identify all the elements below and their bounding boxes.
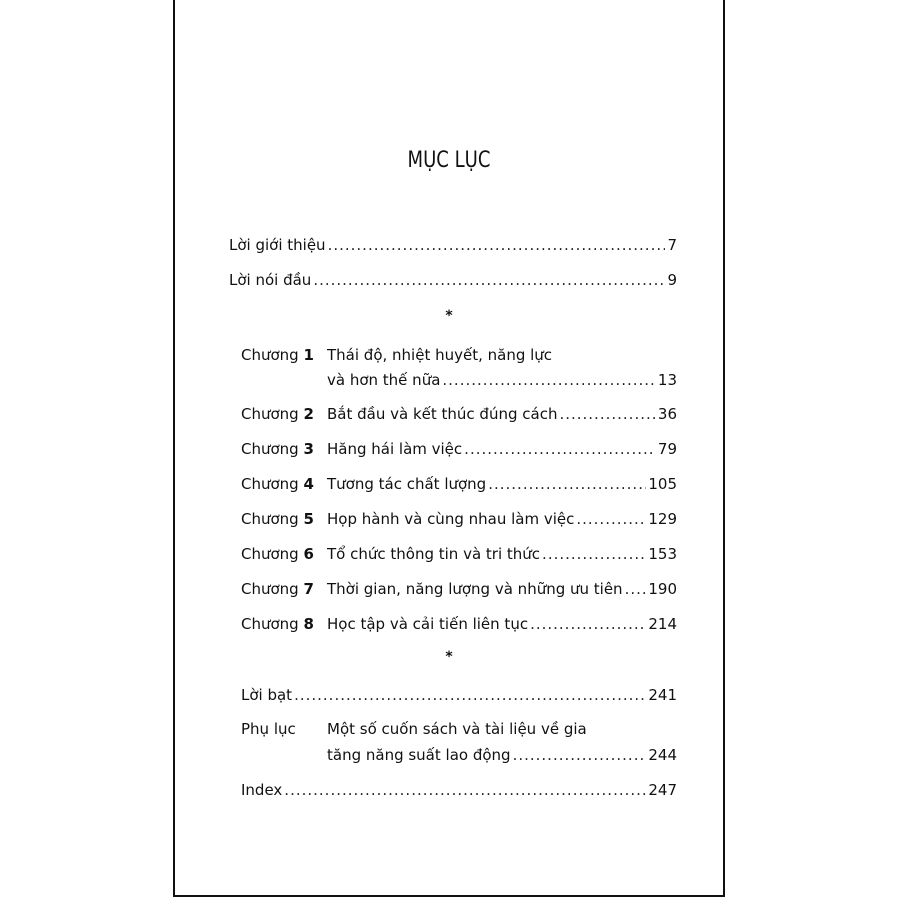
toc-entry-preface (229, 271, 677, 289)
chapter-title: Bắt đầu và kết thúc đúng cách (327, 405, 558, 423)
toc-entry-chapter-4 (327, 475, 677, 493)
toc-entry-index (241, 781, 677, 799)
chapter-word: Chương (241, 615, 299, 633)
appendix-title-line1 (327, 720, 677, 738)
chapter-number: 3 (303, 440, 314, 458)
toc-entry-chapter-7 (327, 580, 677, 598)
dot-leader (294, 686, 646, 704)
chapter-number: 7 (303, 580, 314, 598)
page-title: MỤC LỤC (407, 148, 491, 173)
book-page (173, 0, 725, 897)
toc-entry-page: 214 (648, 615, 677, 633)
appendix-title: Một số cuốn sách và tài liệu về gia (327, 720, 587, 738)
toc-entry-afterword (241, 686, 677, 704)
dot-leader (559, 405, 655, 423)
toc-entry-label: Lời nói đầu (229, 271, 312, 289)
chapter-2-heading (241, 405, 314, 423)
chapter-number: 6 (303, 545, 314, 563)
appendix-title-continued: tăng năng suất lao động (327, 746, 511, 764)
toc-entry-page: 241 (648, 686, 677, 704)
chapter-7-heading (241, 580, 314, 598)
chapter-title: Hăng hái làm việc (327, 440, 463, 458)
chapter-word: Chương (241, 346, 299, 364)
separator-star: * (445, 308, 453, 324)
toc-entry-page: 36 (657, 405, 677, 423)
dot-leader (442, 371, 656, 389)
chapter-title-continued: và hơn thế nữa (327, 371, 441, 389)
toc-entry-page: 105 (648, 475, 677, 493)
toc-entry-page: 79 (657, 440, 677, 458)
separator-star: * (445, 649, 453, 665)
dot-leader (513, 746, 647, 764)
toc-entry-page: 153 (648, 545, 677, 563)
chapter-title: Thời gian, năng lượng và những ưu tiên (327, 580, 623, 598)
toc-entry-chapter-2 (327, 405, 677, 423)
toc-entry-page: 7 (667, 236, 677, 254)
chapter-word: Chương (241, 580, 299, 598)
chapter-number: 8 (303, 615, 314, 633)
toc-entry-chapter-5 (327, 510, 677, 528)
dot-leader (625, 580, 647, 598)
chapter-word: Chương (241, 510, 299, 528)
toc-entry-page: 9 (667, 271, 677, 289)
chapter-number: 4 (303, 475, 314, 493)
toc-entry-page: 190 (648, 580, 677, 598)
toc-entry-appendix (327, 746, 677, 764)
dot-leader (328, 236, 666, 254)
chapter-1-title-line1 (327, 346, 677, 364)
toc-entry-chapter-6 (327, 545, 677, 563)
toc-entry-label: Lời bạt (241, 686, 293, 704)
toc-entry-label: Index (241, 781, 283, 799)
chapter-title: Tổ chức thông tin và tri thức (327, 545, 541, 563)
chapter-4-heading (241, 475, 314, 493)
toc-entry-chapter-1 (327, 371, 677, 389)
chapter-number: 5 (303, 510, 314, 528)
chapter-6-heading (241, 545, 314, 563)
toc-entry-page: 247 (648, 781, 677, 799)
chapter-word: Chương (241, 405, 299, 423)
chapter-word: Chương (241, 545, 299, 563)
dot-leader (464, 440, 656, 458)
chapter-title: Tương tác chất lượng (327, 475, 487, 493)
chapter-title: Thái độ, nhiệt huyết, năng lực (327, 346, 553, 364)
toc-entry-page: 244 (648, 746, 677, 764)
chapter-number: 1 (303, 346, 314, 364)
dot-leader (530, 615, 646, 633)
chapter-title: Họp hành và cùng nhau làm việc (327, 510, 575, 528)
toc-entry-introduction (229, 236, 677, 254)
dot-leader (313, 271, 665, 289)
appendix-label: Phụ lục (241, 720, 296, 738)
chapter-3-heading (241, 440, 314, 458)
dot-leader (542, 545, 646, 563)
dot-leader (576, 510, 646, 528)
toc-entry-page: 13 (657, 371, 677, 389)
chapter-word: Chương (241, 475, 299, 493)
toc-entry-page: 129 (648, 510, 677, 528)
dot-leader (488, 475, 646, 493)
chapter-word: Chương (241, 440, 299, 458)
toc-entry-label: Lời giới thiệu (229, 236, 326, 254)
chapter-1-heading (241, 346, 314, 364)
chapter-5-heading (241, 510, 314, 528)
dot-leader (284, 781, 646, 799)
chapter-number: 2 (303, 405, 314, 423)
toc-entry-chapter-8 (327, 615, 677, 633)
chapter-title: Học tập và cải tiến liên tục (327, 615, 529, 633)
chapter-8-heading (241, 615, 314, 633)
toc-entry-chapter-3 (327, 440, 677, 458)
